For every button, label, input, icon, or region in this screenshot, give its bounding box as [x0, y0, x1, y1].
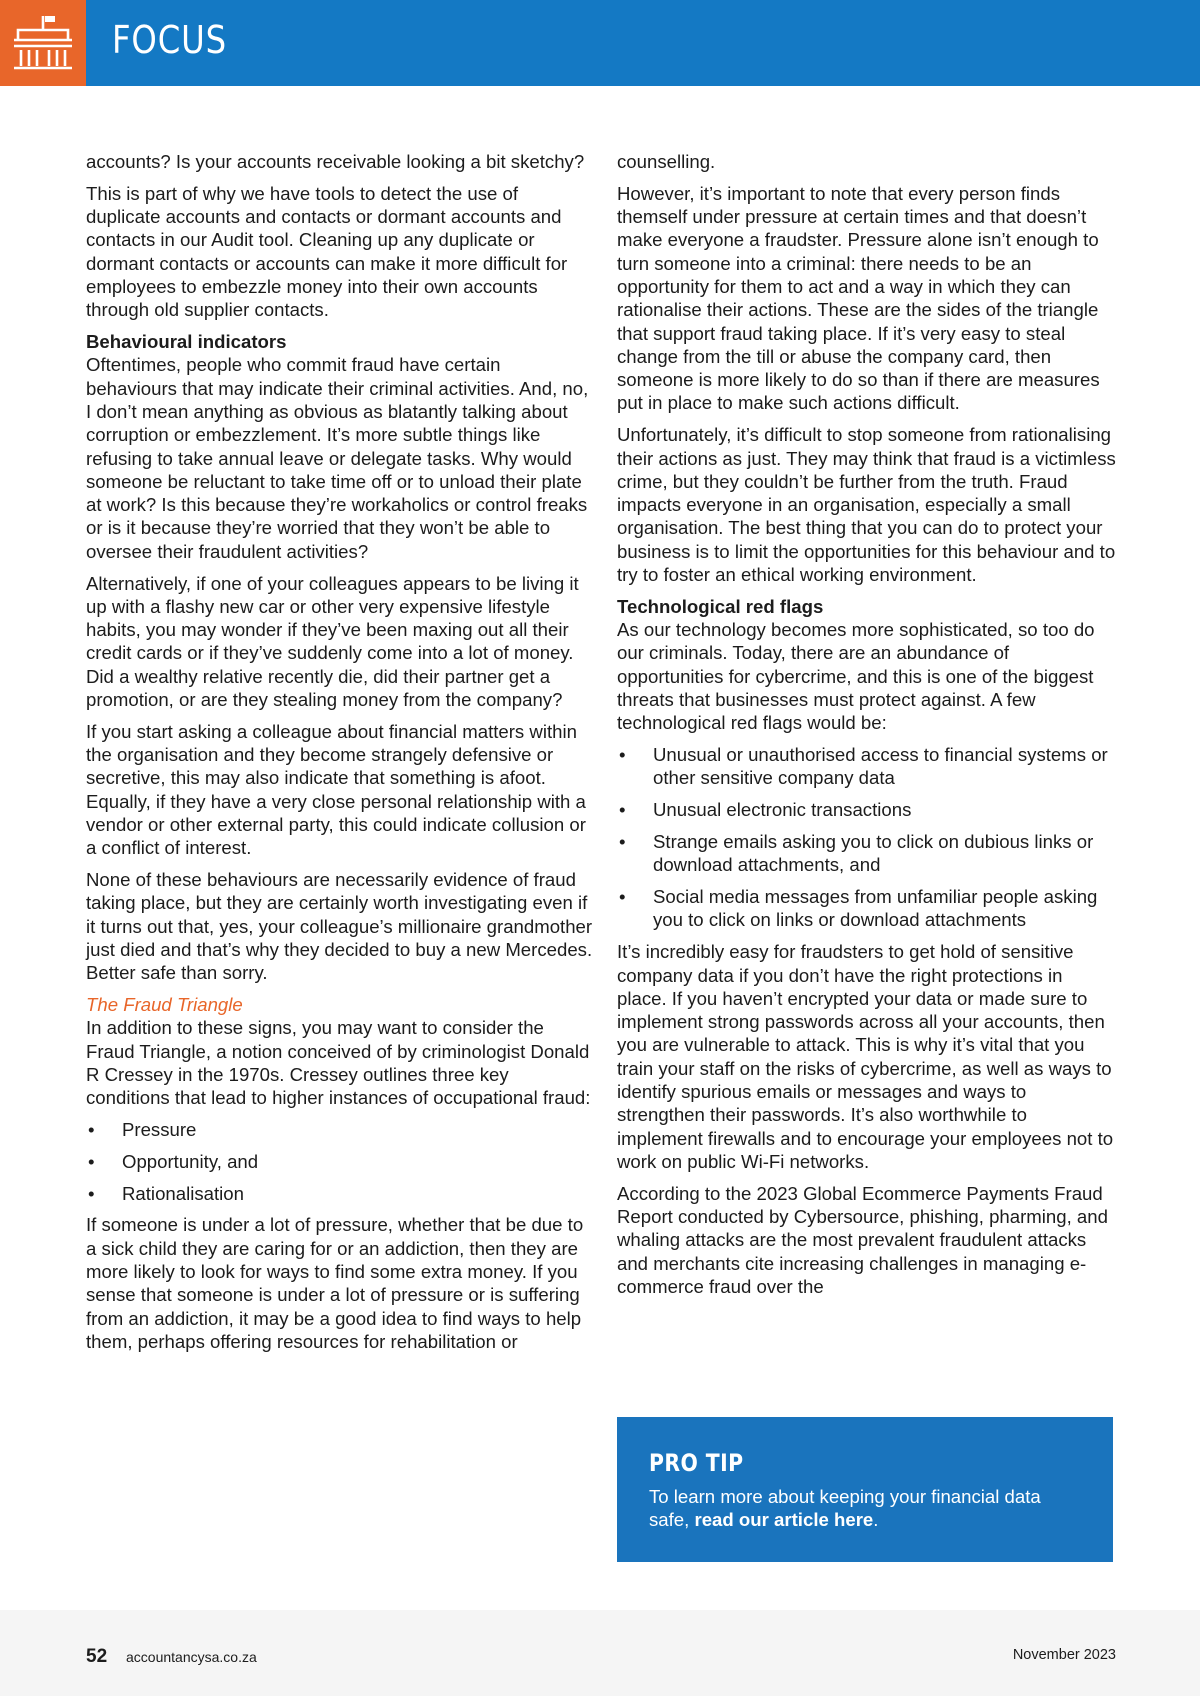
bullet-icon: • — [88, 1150, 95, 1172]
paragraph: If you start asking a colleague about financial matters within the organisation and they become strangely defensive or secretive, this may also indicate that something is afoot. Equally, if they have a very close personal relationship with a vendor or other external party, this could indicate collusion or a conflict of interest. — [86, 720, 586, 859]
list-item-text: Strange emails asking you to click on dubious links or download attachments, and — [653, 831, 1094, 876]
bullet-icon: • — [88, 1119, 95, 1141]
right-column — [617, 150, 1117, 1307]
paragraph: This is part of why we have tools to detect the use of duplicate accounts and contacts or dormant accounts and contacts in our Audit tool. Cleaning up any duplicate or dormant contacts or accounts can make it more difficult for employees to embezzle money into their own accounts through old supplier contacts. — [86, 182, 568, 321]
list-item-text: Social media messages from unfamiliar people asking you to click on links or download attachments — [653, 886, 1098, 931]
list-item — [86, 1118, 596, 1141]
list-item — [86, 1150, 596, 1173]
pro-tip-text — [649, 1485, 1081, 1532]
bullet-icon: • — [619, 886, 626, 908]
paragraph: accounts? Is your accounts receivable looking a bit sketchy? — [86, 151, 585, 172]
page-number: 52 — [86, 1646, 108, 1667]
list-item-text: Pressure — [122, 1119, 197, 1141]
list-item-text: Unusual or unauthorised access to financial systems or other sensitive company data — [653, 744, 1108, 789]
bullet-icon: • — [619, 799, 626, 821]
paragraph: In addition to these signs, you may want to consider the Fraud Triangle, a notion conceived of by criminologist Donald R Cressey in the 1970s. Cressey outlines three key conditions that lead to higher instances of occupational fraud: — [86, 1017, 591, 1109]
pro-tip-title: PRO TIP — [649, 1449, 744, 1477]
list-item — [617, 798, 1117, 821]
paragraph: counselling. — [617, 151, 716, 172]
list-item — [617, 743, 1117, 790]
paragraph: It’s incredibly easy for fraudsters to get hold of sensitive company data if you don’t have the right protections in place. If you haven’t encrypted your data or made sure to implement strong passwords across all your accounts, then you are vulnerable to attack. This is why it’s vital that you train your staff on the risks of cybercrime, as well as ways to identify spurious emails or messages and ways to strengthen their passwords. It’s also worthwhile to implement firewalls and to encourage your employees not to work on public Wi-Fi networks. — [617, 941, 1114, 1172]
paragraph: According to the 2023 Global Ecommerce Payments Fraud Report conducted by Cybersource, phishing, pharming, and whaling attacks are the most prevalent fraudulent attacks and merchants cite increasing challenges in managing e-commerce fraud over the — [617, 1182, 1108, 1297]
footer — [0, 1610, 1200, 1696]
list-item-text: Rationalisation — [122, 1182, 244, 1204]
subheading-fraud-triangle: The Fraud Triangle — [86, 994, 243, 1016]
paragraph: If someone is under a lot of pressure, whether that be due to a sick child they are caring for or an addiction, then they are more likely to look for ways to find some extra money. If you sense that someone is under a lot of pressure or is suffering from an addiction, it may be a good idea to find ways to help them, perhaps offering resources for rehabilitation or — [86, 1214, 584, 1352]
subheading-technological-red-flags: Technological red flags — [617, 595, 824, 617]
list-item — [617, 885, 1117, 932]
paragraph: Unfortunately, it’s difficult to stop someone from rationalising their actions as just. They may think that fraud is a victimless crime, but they couldn’t be further from the truth. Fraud impacts everyone in an organisation, especially a small organisation. The best thing that you can do to protect your business is to limit the opportunities for this behaviour and to try to foster an ethical working environment. — [617, 424, 1116, 586]
left-column — [86, 150, 596, 1362]
bullet-icon: • — [619, 744, 626, 766]
list-item-text: Opportunity, and — [122, 1150, 259, 1172]
list-item-text: Unusual electronic transactions — [653, 799, 912, 821]
read-article-link[interactable]: read our article here — [694, 1509, 874, 1531]
fraud-triangle-list — [86, 1118, 596, 1205]
paragraph: However, it’s important to note that every person finds themself under pressure at certain times and that doesn’t make everyone a fraudster. Pressure alone isn’t enough to turn someone into a criminal: there needs to be an opportunity for them to act and a way in which they can rationalise their actions. These are the sides of the triangle that support fraud taking place. If it’s very easy to steal change from the till or abuse the company card, then someone is more likely to do so than if there are measures put in place to make such actions difficult. — [617, 182, 1100, 414]
list-item — [617, 830, 1117, 877]
building-flag-icon — [10, 10, 76, 76]
section-title: FOCUS — [112, 18, 227, 62]
issue-date: November 2023 — [1012, 1647, 1116, 1663]
bullet-icon: • — [88, 1182, 95, 1204]
subheading-behavioural-indicators: Behavioural indicators — [86, 331, 287, 353]
pro-tip-box — [617, 1417, 1113, 1562]
list-item — [86, 1182, 596, 1205]
section-icon-box — [0, 0, 86, 86]
red-flags-list — [617, 743, 1117, 932]
header-bar — [0, 0, 1200, 86]
paragraph: Oftentimes, people who commit fraud have certain behaviours that may indicate their criminal activities. And, no, I don’t mean anything as obvious as blatantly talking about corruption or embezzlement. It’s more subtle things like refusing to take annual leave or delegate tasks. Why would someone be reluctant to take time off or to unload their plate at work? Is this because they’re workaholics or control freaks or is it because they’re worried that they won’t be able to oversee their fraudulent activities? — [86, 354, 589, 562]
paragraph: Alternatively, if one of your colleagues appears to be living it up with a flashy new car or other very expensive lifestyle habits, you may wonder if they’ve been maxing out all their credit cards or if they’ve suddenly come into a lot of money. Did a wealthy relative recently die, did their partner get a promotion, or are they stealing money from the company? — [86, 572, 579, 711]
pro-tip-text-end: . — [873, 1509, 879, 1531]
site-url: accountancysa.co.za — [126, 1649, 257, 1665]
paragraph: None of these behaviours are necessarily evidence of fraud taking place, but they are certainly worth investigating even if it turns out that, yes, your colleague’s millionaire grandmother just died and that’s why they decided to buy a new Mercedes. Better safe than sorry. — [86, 869, 593, 984]
paragraph: As our technology becomes more sophisticated, so too do our criminals. Today, there are an abundance of opportunities for cybercrime, and this is one of the biggest threats that businesses must protect against. A few technological red flags would be: — [617, 619, 1095, 734]
pro-tip-text-start: To learn more about keeping your financial data safe, — [649, 1486, 1041, 1531]
bullet-icon: • — [619, 831, 626, 853]
